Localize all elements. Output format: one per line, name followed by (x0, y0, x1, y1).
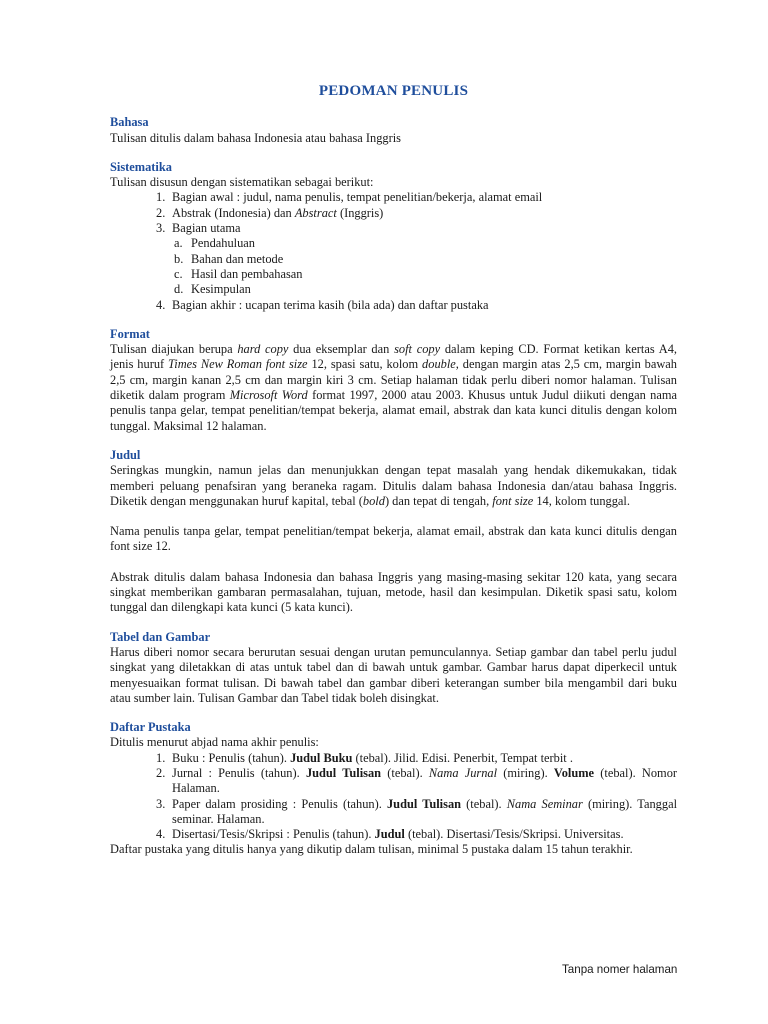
text-run-italic: Times New Roman font size (168, 357, 308, 372)
text-run-italic: bold (362, 493, 385, 508)
text-run: 12, spasi satu, kolom (307, 357, 423, 372)
list-item (110, 298, 677, 313)
sistematika-intro: Tulisan disusun dengan sistematikan sebagai berikut: (110, 175, 374, 190)
list-item-text: Abstrak (Indonesia) dan (172, 205, 295, 220)
section-tabel-gambar (110, 630, 677, 706)
section-judul (110, 448, 677, 616)
list-number: 4. (156, 827, 166, 842)
text-run-italic: Microsoft Word (229, 388, 308, 403)
list-number: 3. (156, 796, 166, 811)
list-number: 2. (156, 205, 166, 220)
text-run-bold: Judul Tulisan (305, 765, 382, 780)
text-run-italic: hard copy (237, 342, 289, 357)
section-heading-format: Format (110, 326, 150, 341)
text-run-bold: Judul (374, 827, 405, 842)
sub-list-item (110, 252, 677, 267)
list-number: 3. (156, 221, 166, 236)
list-item (110, 766, 677, 797)
judul-paragraph-3: Abstrak ditulis dalam bahasa Indonesia dan bahasa Inggris yang masing-masing sekitar 120 kata, yang secara singkat memberikan gambaran permasalahan, tujuan, metode, hasil dan kesimpulan. Diketik spasi satu, kolom tunggal dan dilengkapi kata kunci (5 kata kunci). (110, 569, 677, 615)
list-item-text: (Inggris) (336, 205, 384, 220)
section-sistematika (110, 160, 677, 313)
text-run: Seringkas mungkin, namun jelas dan menunjukkan dengan tepat masalah yang hendak dikemukakan, tidak memberi peluang penafsiran yang beraneka ragam. Ditulis dalam bahasa Indonesia dan/atau bahasa Inggris. Diketik dengan menggunakan huruf kapital, tebal ( (110, 463, 677, 508)
list-item (110, 751, 677, 766)
daftar-pustaka-intro: Ditulis menurut abjad nama akhir penulis: (110, 735, 319, 750)
sub-list-letter: b. (174, 251, 184, 266)
list-number: 4. (156, 297, 166, 312)
text-run-italic: Nama Jurnal (428, 765, 498, 780)
sistematika-list (110, 190, 677, 312)
document-page (110, 84, 677, 858)
text-run-bold: Volume (553, 765, 595, 780)
daftar-pustaka-list (110, 751, 677, 843)
text-run-italic: double, (422, 357, 459, 372)
bahasa-text: Tulisan ditulis dalam bahasa Indonesia atau bahasa Inggris (110, 130, 402, 145)
sub-list-item (110, 236, 677, 251)
section-daftar-pustaka (110, 720, 677, 858)
list-item (110, 190, 677, 205)
footer-note: Tanpa nomer halaman (562, 963, 678, 976)
sub-list-letter: d. (174, 282, 184, 297)
text-run: Disertasi/Tesis/Skripsi : Penulis (tahun). (172, 827, 375, 842)
list-item-text-italic: Abstract (294, 205, 337, 220)
list-number: 2. (156, 765, 166, 780)
text-run: (tebal). Disertasi/Tesis/Skripsi. Universitas. (404, 827, 624, 842)
text-run: Buku : Penulis (tahun). (172, 750, 291, 765)
list-item-text: Bagian awal : judul, nama penulis, tempat penelitian/bekerja, alamat email (172, 190, 543, 205)
section-heading-tabel-gambar: Tabel dan Gambar (110, 629, 211, 644)
text-run-italic: Nama Seminar (506, 796, 583, 811)
text-run: (tebal). Jilid. Edisi. Penerbit, Tempat terbit . (352, 750, 573, 765)
text-run: format 1997, 2000 atau 2003. Khusus untuk Judul diikuti dengan nama penulis tanpa gelar, tempat penelitian/tempat bekerja, alamat email, abstrak dan kata kunci ditulis dengan kolom tunggal. Maksimal 12 halaman. (110, 388, 677, 433)
list-item-text: Bagian akhir : ucapan terima kasih (bila ada) dan daftar pustaka (172, 297, 489, 312)
text-run: (tebal). Nomor Halaman. (172, 765, 678, 796)
text-run-italic: font size (492, 493, 534, 508)
text-run: ) dan tepat di tengah, (384, 493, 493, 508)
text-run: dua eksemplar dan (288, 342, 395, 357)
section-heading-sistematika: Sistematika (110, 159, 172, 174)
judul-paragraph-2: Nama penulis tanpa gelar, tempat penelitian/tempat bekerja, alamat email, abstrak dan kata kunci ditulis dengan font size 12. (110, 524, 677, 554)
list-item-text: Bagian utama (172, 221, 241, 236)
section-heading-bahasa: Bahasa (110, 115, 149, 130)
section-heading-daftar-pustaka: Daftar Pustaka (110, 720, 191, 735)
sub-list-item-text: Pendahuluan (191, 236, 256, 251)
text-run: (tebal). (381, 765, 429, 780)
text-run: dalam keping CD. Format ketikan kertas A4, jenis huruf (110, 342, 677, 372)
sub-list-item-text: Hasil dan pembahasan (191, 266, 303, 281)
sub-list-letter: a. (174, 236, 183, 251)
text-run: Jurnal : Penulis (tahun). (172, 765, 306, 780)
text-run: (miring). Tanggal seminar. Halaman. (172, 796, 678, 826)
list-item (110, 221, 677, 236)
sub-list-item (110, 267, 677, 282)
sub-list-item-text: Bahan dan metode (191, 251, 284, 266)
text-run-bold: Judul Buku (290, 750, 353, 765)
text-run: (miring). (497, 765, 554, 780)
list-number: 1. (156, 190, 166, 205)
list-number: 1. (156, 750, 166, 765)
sub-list-item-text: Kesimpulan (191, 282, 251, 297)
judul-paragraph-1 (110, 463, 677, 509)
text-run: Tulisan diajukan berupa (110, 342, 238, 357)
list-item (110, 206, 677, 221)
list-item (110, 827, 677, 842)
page-title: PEDOMAN PENULIS (318, 83, 469, 99)
text-run: Paper dalam prosiding : Penulis (tahun). (172, 796, 387, 811)
section-format (110, 327, 677, 434)
list-item (110, 797, 677, 828)
text-run: 14, kolom tunggal. (533, 493, 630, 508)
section-heading-judul: Judul (110, 447, 141, 462)
section-bahasa (110, 115, 677, 146)
sub-list-letter: c. (174, 266, 183, 281)
format-paragraph (110, 342, 677, 434)
text-run: dengan margin atas 2,5 cm, margin bawah 2,5 cm, margin kanan 2,5 cm dan margin kiri 3 cm. Setiap halaman tidak perlu diberi nomor halaman. Tulisan diketik dalam program (110, 357, 678, 403)
text-run-italic: soft copy (394, 342, 441, 357)
sub-list-item (110, 282, 677, 297)
daftar-pustaka-closing: Daftar pustaka yang ditulis hanya yang dikutip dalam tulisan, minimal 5 pustaka dalam 15 tahun terakhir. (110, 842, 633, 857)
tabel-gambar-text: Harus diberi nomor secara berurutan sesuai dengan urutan pemunculannya. Setiap gambar dan tabel perlu judul singkat yang diletakkan di atas untuk tabel dan di bawah untuk gambar. Gambar harus dapat diperkecil untuk menyesuaikan format tulisan. Di bawah tabel dan gambar diberi keterangan sumber bila mengambil dari buku atau sumber lain. Tulisan Gambar dan Tabel tidak boleh disingkat. (110, 644, 677, 705)
text-run: (tebal). (461, 796, 507, 811)
text-run-bold: Judul Tulisan (386, 796, 462, 811)
